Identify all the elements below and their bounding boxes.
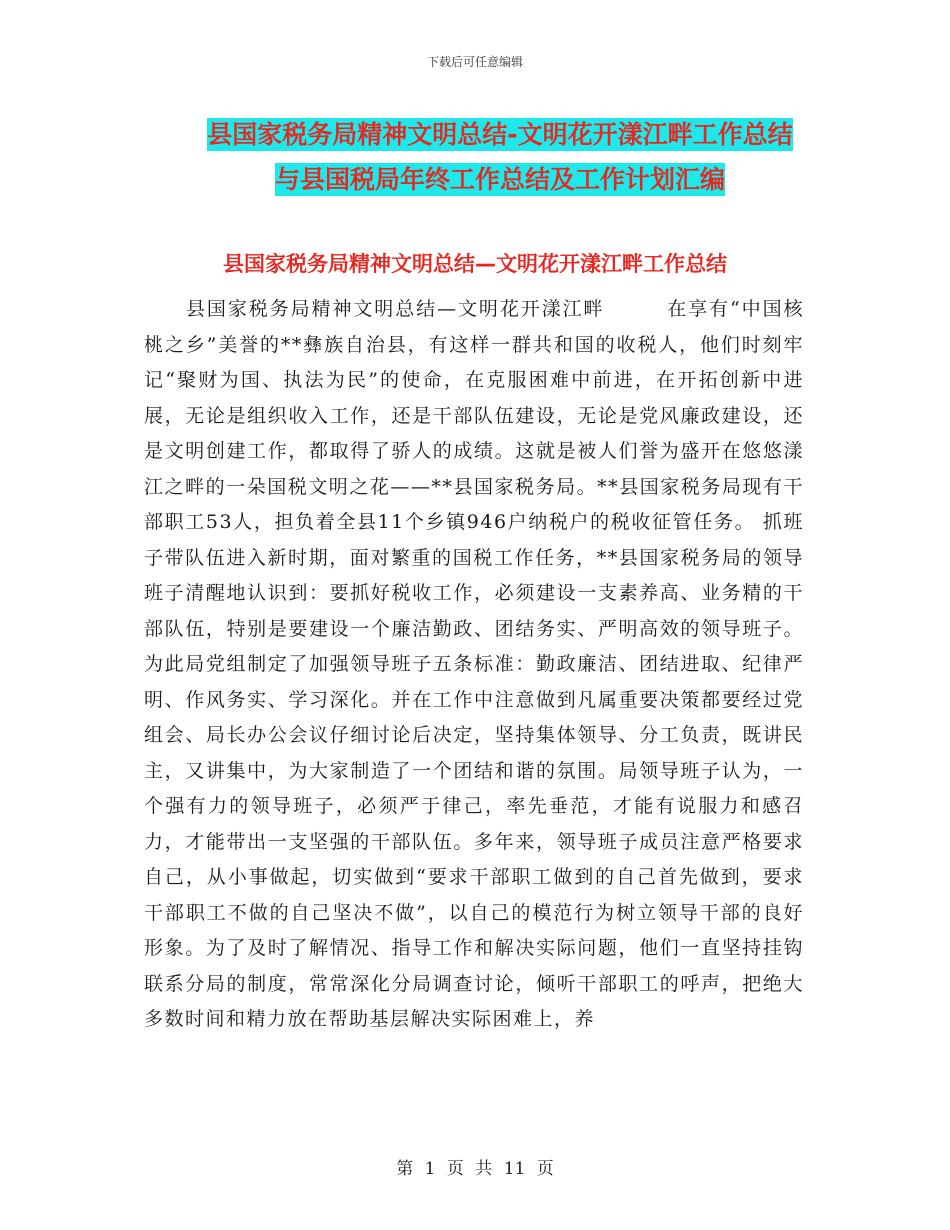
body-paragraph: 县国家税务局精神文明总结—文明花开漾江畔 在享有“中国核桃之乡”美誉的**彝族自治县，有这样一群共和国的收税人，他们时刻牢记“聚财为国、执法为民”的使命，在克服困难中前进，在开拓创新中进展，无论是组织收入工作，还是干部队伍建设，无论是党风廉政建设，还是文明创建工作，都取得了骄人的成绩。这就是被人们誉为盛开在悠悠漾江之畔的一朵国税文明之花——**县国家税务局。**县国家税务局现有干部职工53人，担负着全县11个乡镇946户纳税户的税收征管任务。 抓班子带队伍进入新时期，面对繁重的国税工作任务，**县国家税务局的领导班子清醒地认识到：要抓好税收工作，必须建设一支素养高、业务精的干部队伍，特别是要建设一个廉洁勤政、团结务实、严明高效的领导班子。为此局党组制定了加强领导班子五条标准：勤政廉洁、团结进取、纪律严明、作风务实、学习深化。并在工作中注意做到凡属重要决策都要经过党组会、局长办公会议仔细讨论后决定，坚持集体领导、分工负责，既讲民主，又讲集中，为大家制造了一个团结和谐的氛围。局领导班子认为，一个强有力的领导班子，必须严于律己，率先垂范，才能有说服力和感召力，才能带出一支坚强的干部队伍。多年来，领导班子成员注意严格要求自己，从小事做起，切实做到“要求干部职工做到的自己首先做到，要求干部职工不做的自己坚决不做”，以自己的模范行为树立领导干部的良好形象。为了及时了解情况、指导工作和解决实际问题，他们一直坚持挂钩联系分局的制度，常常深化分局调查讨论，倾听干部职工的呼声，把绝大多数时间和精力放在帮助基层解决实际困难上，养 — [144, 298, 804, 1030]
section-heading: 县国家税务局精神文明总结—文明花开漾江畔工作总结 — [223, 252, 727, 276]
title-line-1: 县国家税务局精神文明总结-文明花开漾江畔工作总结 — [207, 120, 793, 149]
title-line-2: 与县国税局年终工作总结及工作计划汇编 — [274, 165, 725, 194]
document-title — [120, 112, 880, 202]
header-note: 下载后可任意编辑 — [426, 55, 523, 69]
page-footer: 第 1 页 共 11 页 — [396, 1159, 554, 1179]
